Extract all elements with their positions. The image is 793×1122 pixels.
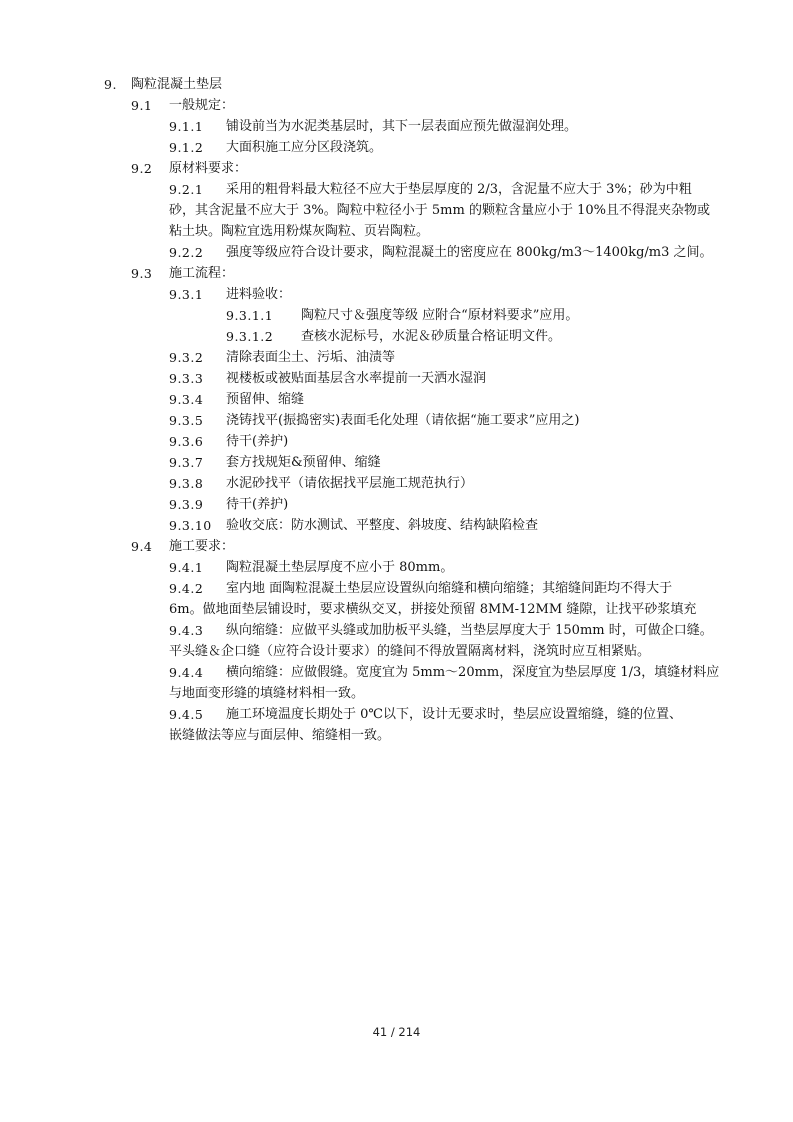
clause-text: 水泥砂找平（请依据找平层施工规范执行） xyxy=(226,476,474,491)
paragraph-text: 粘土块。陶粒宜选用粉煤灰陶粒、页岩陶粒。 xyxy=(169,224,430,239)
clause-text: 施工环境温度长期处于 0℃以下，设计无要求时，垫层应设置缩缝，缝的位置、 xyxy=(226,707,682,722)
clause-item xyxy=(0,368,793,389)
clause-number: 9.3.7 xyxy=(169,455,204,470)
clause-number: 9.3.6 xyxy=(169,434,204,449)
clause-item xyxy=(0,95,793,116)
continuation-line xyxy=(0,641,793,662)
clause-item xyxy=(0,263,793,284)
clause-number: 9.3 xyxy=(131,266,153,281)
clause-number: 9.3.10 xyxy=(169,518,212,533)
clause-number: 9.3.1.1 xyxy=(226,308,274,323)
clause-number: 9.2 xyxy=(131,161,153,176)
section-lines xyxy=(0,95,793,746)
continuation-line xyxy=(0,683,793,704)
clause-item xyxy=(0,116,793,137)
clause-text: 清除表面尘土、污垢、油渍等 xyxy=(226,350,396,365)
clause-number: 9.3.8 xyxy=(169,476,204,491)
clause-text: 铺设前当为水泥类基层时，其下一层表面应预先做湿润处理。 xyxy=(226,119,578,134)
clause-text: 待干(养护) xyxy=(226,497,289,512)
clause-item xyxy=(0,137,793,158)
clause-text: 陶粒混凝土垫层厚度不应小于 80mm。 xyxy=(226,560,454,575)
clause-item xyxy=(0,536,793,557)
clause-number: 9.4.1 xyxy=(169,560,204,575)
clause-text: 强度等级应符合设计要求，陶粒混凝土的密度应在 800kg/m3～1400kg/m3 之间。 xyxy=(226,245,713,260)
clause-text: 横向缩缝：应做假缝。宽度宜为 5mm～20mm，深度宜为垫层厚度 1/3，填缝材料应 xyxy=(226,665,720,680)
document-body xyxy=(0,74,793,746)
section-title: 陶粒混凝土垫层 xyxy=(131,77,223,92)
clause-text: 原材料要求： xyxy=(169,161,248,176)
clause-text: 待干(养护) xyxy=(226,434,289,449)
clause-number: 9.1.1 xyxy=(169,119,204,134)
clause-item xyxy=(0,578,793,599)
clause-item xyxy=(0,473,793,494)
section-number: 9. xyxy=(104,77,117,92)
continuation-line xyxy=(0,221,793,242)
clause-item xyxy=(0,389,793,410)
clause-number: 9.3.2 xyxy=(169,350,204,365)
clause-number: 9.3.3 xyxy=(169,371,204,386)
clause-text: 陶粒尺寸＆强度等级 应附合“原材料要求”应用。 xyxy=(301,308,579,323)
clause-item xyxy=(0,662,793,683)
clause-text: 视楼板或被贴面基层含水率提前一天洒水湿润 xyxy=(226,371,487,386)
clause-text: 施工流程： xyxy=(169,266,235,281)
clause-item xyxy=(0,284,793,305)
clause-number: 9.3.5 xyxy=(169,413,204,428)
clause-item xyxy=(0,326,793,347)
clause-text: 套方找规矩&预留伸、缩缝 xyxy=(226,455,381,470)
clause-number: 9.4.4 xyxy=(169,665,204,680)
clause-text: 一般规定： xyxy=(169,98,235,113)
clause-item xyxy=(0,347,793,368)
clause-text: 进料验收： xyxy=(226,287,292,302)
paragraph-text: 平头缝＆企口缝（应符合设计要求）的缝间不得放置隔离材料，浇筑时应互相紧贴。 xyxy=(169,644,651,659)
clause-item xyxy=(0,431,793,452)
clause-text: 验收交底：防水测试、平整度、斜坡度、结构缺陷检查 xyxy=(226,518,539,533)
clause-item xyxy=(0,410,793,431)
clause-number: 9.4.5 xyxy=(169,707,204,722)
clause-item xyxy=(0,242,793,263)
clause-text: 施工要求： xyxy=(169,539,235,554)
clause-text: 采用的粗骨料最大粒径不应大于垫层厚度的 2/3，含泥量不应大于 3%；砂为中粗 xyxy=(226,182,692,197)
paragraph-text: 嵌缝做法等应与面层伸、缩缝相一致。 xyxy=(169,728,391,743)
paragraph-text: 与地面变形缝的填缝材料相一致。 xyxy=(169,686,365,701)
clause-text: 查核水泥标号，水泥＆砂质量合格证明文件。 xyxy=(301,329,562,344)
clause-item xyxy=(0,515,793,536)
paragraph-text: 6m。做地面垫层铺设时，要求横纵交叉，拼接处预留 8MM-12MM 缝隙，让找平砂浆填充 xyxy=(169,602,697,617)
clause-number: 9.3.1.2 xyxy=(226,329,274,344)
clause-item xyxy=(0,158,793,179)
clause-number: 9.4.3 xyxy=(169,623,204,638)
paragraph-text: 砂，其含泥量不应大于 3%。陶粒中粒径小于 5mm 的颗粒含量应小于 10%且不得混夹杂物或 xyxy=(169,203,710,218)
clause-number: 9.3.1 xyxy=(169,287,204,302)
clause-item xyxy=(0,452,793,473)
clause-number: 9.1.2 xyxy=(169,140,204,155)
continuation-line xyxy=(0,200,793,221)
continuation-line xyxy=(0,725,793,746)
clause-item xyxy=(0,305,793,326)
clause-text: 纵向缩缝：应做平头缝或加肋板平头缝，当垫层厚度大于 150mm 时，可做企口缝。 xyxy=(226,623,713,638)
clause-item xyxy=(0,557,793,578)
clause-text: 浇铸找平(振捣密实)表面毛化处理（请依据“施工要求”应用之) xyxy=(226,413,580,428)
clause-number: 9.3.4 xyxy=(169,392,204,407)
clause-text: 室内地 面陶粒混凝土垫层应设置纵向缩缝和横向缩缝；其缩缝间距均不得大于 xyxy=(226,581,673,596)
continuation-line xyxy=(0,599,793,620)
clause-item xyxy=(0,494,793,515)
clause-text: 预留伸、缩缝 xyxy=(226,392,305,407)
section-heading xyxy=(0,74,793,95)
clause-number: 9.4 xyxy=(131,539,153,554)
clause-item xyxy=(0,704,793,725)
clause-item xyxy=(0,620,793,641)
clause-number: 9.2.1 xyxy=(169,182,204,197)
clause-item xyxy=(0,179,793,200)
page-number: 41 / 214 xyxy=(372,1025,421,1039)
clause-number: 9.4.2 xyxy=(169,581,204,596)
clause-text: 大面积施工应分区段浇筑。 xyxy=(226,140,383,155)
clause-number: 9.2.2 xyxy=(169,245,204,260)
clause-number: 9.1 xyxy=(131,98,153,113)
clause-number: 9.3.9 xyxy=(169,497,204,512)
